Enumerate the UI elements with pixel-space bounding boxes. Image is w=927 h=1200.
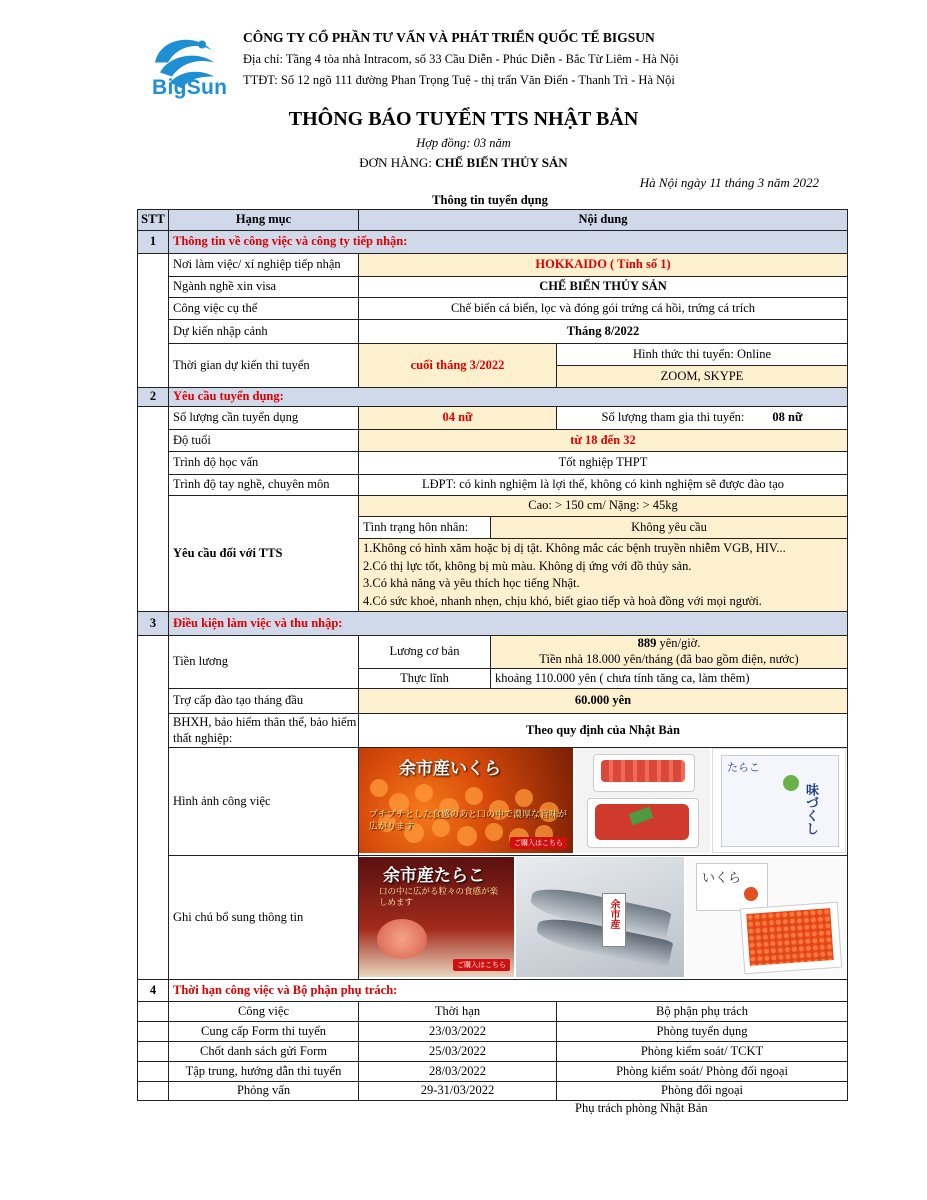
section4-title: Thời hạn công việc và Bộ phận phụ trách: (168, 979, 848, 1002)
s4-stt-blank (137, 1061, 169, 1082)
requirement-line: 4.Có sức khoẻ, nhanh nhẹn, chịu khó, biết giao tiếp và hoà đồng với mọi người. (363, 593, 762, 608)
tray-top-roe (601, 760, 685, 782)
box-roe (746, 908, 833, 966)
job-value: Chế biến cá biển, lọc và đóng gói trứng cá hồi, trứng cá trích (358, 297, 848, 320)
job-label: Công việc cụ thể (168, 297, 359, 320)
table-row-deadline: 28/03/2022 (358, 1061, 557, 1082)
section1-title: Thông tin về công việc và công ty tiếp nhận: (168, 230, 848, 254)
allowance-value: 60.000 yên (358, 688, 848, 714)
requirement-line: 3.Có khả năng và yêu thích học tiếng Nhật. (363, 576, 580, 590)
allowance-label: Trợ cấp đào tạo tháng đầu (168, 688, 359, 714)
photo-packaged-fish (516, 857, 684, 977)
order-line (0, 155, 927, 171)
marital-value: Không yêu cầu (490, 516, 848, 539)
marital-label: Tình trạng hôn nhân: (358, 516, 491, 539)
photo4-button: ご購入はこちら (453, 959, 510, 971)
training-center-address: TTĐT: Số 12 ngõ 111 đường Phan Trọng Tuệ - thị trấn Văn Điển - Thanh Trì - Hà Nội (243, 73, 675, 87)
photo1-caption: プチプチとした食感のあと口の中で濃厚な旨味が広がります (369, 810, 568, 832)
table-row-job: Chốt danh sách gửi Form (168, 1041, 359, 1062)
participants-cell (556, 406, 848, 430)
age-value: từ 18 đến 32 (358, 429, 848, 452)
section3-stt-blank (137, 635, 169, 980)
entry-value: Tháng 8/2022 (358, 319, 848, 344)
signature-title: Phụ trách phòng Nhật Bản (575, 1101, 708, 1115)
entry-label: Dự kiến nhập cảnh (168, 319, 359, 344)
s4-stt-blank (137, 1021, 169, 1042)
table-row-job: Phỏng vấn (168, 1081, 359, 1101)
section1-no: 1 (137, 230, 169, 254)
photos-label: Hình ảnh công việc (168, 747, 359, 856)
col-dept-header: Bộ phận phụ trách (556, 1001, 848, 1022)
section4-no: 4 (137, 979, 169, 1002)
exam-value: cuối tháng 3/2022 (358, 343, 557, 388)
base-salary-value (490, 635, 848, 669)
base-salary-label: Lương cơ bản (358, 635, 491, 669)
table-row-deadline: 25/03/2022 (358, 1041, 557, 1062)
photo5-label: 余市産 (608, 899, 619, 929)
photo-product-box (712, 748, 846, 853)
section3-no: 3 (137, 611, 169, 636)
base-salary-line (638, 636, 701, 652)
s4-stt-blank (137, 1001, 169, 1022)
housing-line: Tiền nhà 18.000 yên/tháng (đã bao gồm điện, nước) (539, 652, 799, 666)
photo-cod-roe (359, 857, 514, 977)
table-row-deadline: 23/03/2022 (358, 1021, 557, 1042)
logo-text: BigSun (152, 76, 228, 99)
table-caption: Thông tin tuyển dụng (432, 193, 548, 207)
section1-stt-blank (137, 253, 169, 388)
order-value: CHẾ BIẾN THỦY SẢN (435, 155, 568, 170)
workplace-label: Nơi làm việc/ xí nghiệp tiếp nhận (168, 253, 359, 277)
section3-title: Điều kiện làm việc và thu nhập: (168, 611, 848, 636)
s4-stt-blank (137, 1081, 169, 1101)
table-row-dept: Phòng đối ngoại (556, 1081, 848, 1101)
notes-label: Ghi chú bổ sung thông tin (168, 855, 359, 980)
notice-date: Hà Nội ngày 11 tháng 3 năm 2022 (639, 175, 819, 190)
section2-title: Yêu cầu tuyển dụng: (168, 387, 848, 407)
table-row-job: Tập trung, hướng dẫn thi tuyển (168, 1061, 359, 1082)
photo-roe-trays (575, 748, 710, 853)
header-content: Nội dung (358, 209, 848, 231)
requirement-line: 2.Có thị lực tốt, không bị mù màu. Không dị ứng với đồ thủy sản. (363, 558, 692, 573)
photo-roe-box (686, 857, 846, 977)
workplace-value: HOKKAIDO ( Tỉnh số 1) (358, 253, 848, 277)
age-label: Độ tuổi (168, 429, 359, 452)
photo6-label: いくら (702, 871, 742, 886)
red-seal (744, 887, 758, 901)
col-job-header: Công việc (168, 1001, 359, 1022)
order-label: ĐƠN HÀNG: (359, 155, 436, 170)
quantity-label: Số lượng cần tuyển dụng (168, 406, 359, 430)
base-amount: 889 (637, 636, 657, 651)
requirement-line: 1.Không có hình xăm hoặc bị dị tật. Không mắc các bệnh truyền nhiễm VGB, HIV... (363, 541, 786, 555)
salary-label: Tiền lương (168, 635, 359, 689)
exam-platform: ZOOM, SKYPE (556, 365, 848, 388)
photo4-title: 余市産たらこ (383, 866, 485, 886)
exam-label: Thời gian dự kiến thi tuyển (168, 343, 359, 388)
photo3-brand: 味づくし (803, 783, 818, 835)
col-deadline-header: Thời hạn (358, 1001, 557, 1022)
photo4-caption: 口の中に広がる粒々の食感が楽しめます (379, 887, 499, 909)
header-item: Hạng mục (168, 209, 359, 231)
company-address: Địa chỉ: Tầng 4 tòa nhà Intracom, số 33 Cầu Diễn - Phúc Diễn - Bắc Từ Liêm - Hà Nội (243, 52, 679, 66)
table-row-deadline: 29-31/03/2022 (358, 1081, 557, 1101)
page-title: THÔNG BÁO TUYỂN TTS NHẬT BẢN (288, 108, 639, 130)
base-unit: yên/giờ. (656, 636, 701, 651)
education-value: Tốt nghiệp THPT (358, 451, 848, 475)
table-row-dept: Phòng kiểm soát/ Phòng đối ngoại (556, 1061, 848, 1082)
section2-no: 2 (137, 387, 169, 407)
photo-salmon-roe (359, 748, 573, 853)
table-row-dept: Phòng kiểm soát/ TCKT (556, 1041, 848, 1062)
s4-stt-blank (137, 1041, 169, 1062)
requirements-list (358, 538, 848, 612)
skill-value: LĐPT: có kinh nghiệm là lợi thế, không có kinh nghiệm sẽ được đào tạo (358, 474, 848, 496)
participants-value: 08 nữ (772, 410, 803, 425)
section2-stt-blank (137, 406, 169, 612)
photo1-title: 余市産いくら (399, 759, 501, 779)
cod-roe-piece (377, 919, 427, 959)
green-seal (783, 775, 799, 791)
company-name: CÔNG TY CỔ PHẦN TƯ VẤN VÀ PHÁT TRIỂN QUỐC TẾ BIGSUN (243, 30, 655, 45)
insurance-value: Theo quy định của Nhật Bản (358, 713, 848, 748)
net-salary-label: Thực lĩnh (358, 668, 491, 689)
skill-label: Trình độ tay nghề, chuyên môn (168, 474, 359, 496)
photo1-button: ご購入はこちら (510, 837, 567, 849)
education-label: Trình độ học vấn (168, 451, 359, 475)
table-row-job: Cung cấp Form thi tuyển (168, 1021, 359, 1042)
physique-value: Cao: > 150 cm/ Nặng: > 45kg (358, 495, 848, 517)
quantity-value: 04 nữ (358, 406, 557, 430)
table-row-dept: Phòng tuyển dụng (556, 1021, 848, 1042)
visa-value: CHẾ BIẾN THỦY SẢN (358, 276, 848, 298)
exam-form: Hình thức thi tuyển: Online (556, 343, 848, 366)
requirements-label: Yêu cầu đối với TTS (168, 495, 359, 612)
contract-duration: Hợp đồng: 03 năm (416, 136, 511, 150)
insurance-label: BHXH, bảo hiểm thân thể, bảo hiểm thất nghiệp: (168, 713, 359, 748)
visa-label: Ngành nghề xin visa (168, 276, 359, 298)
participants-label: Số lượng tham gia thi tuyển: (601, 410, 745, 425)
photo3-label: たらこ (727, 761, 760, 774)
net-salary-value: khoảng 110.000 yên ( chưa tính tăng ca, làm thêm) (490, 668, 848, 689)
header-stt: STT (137, 209, 169, 231)
